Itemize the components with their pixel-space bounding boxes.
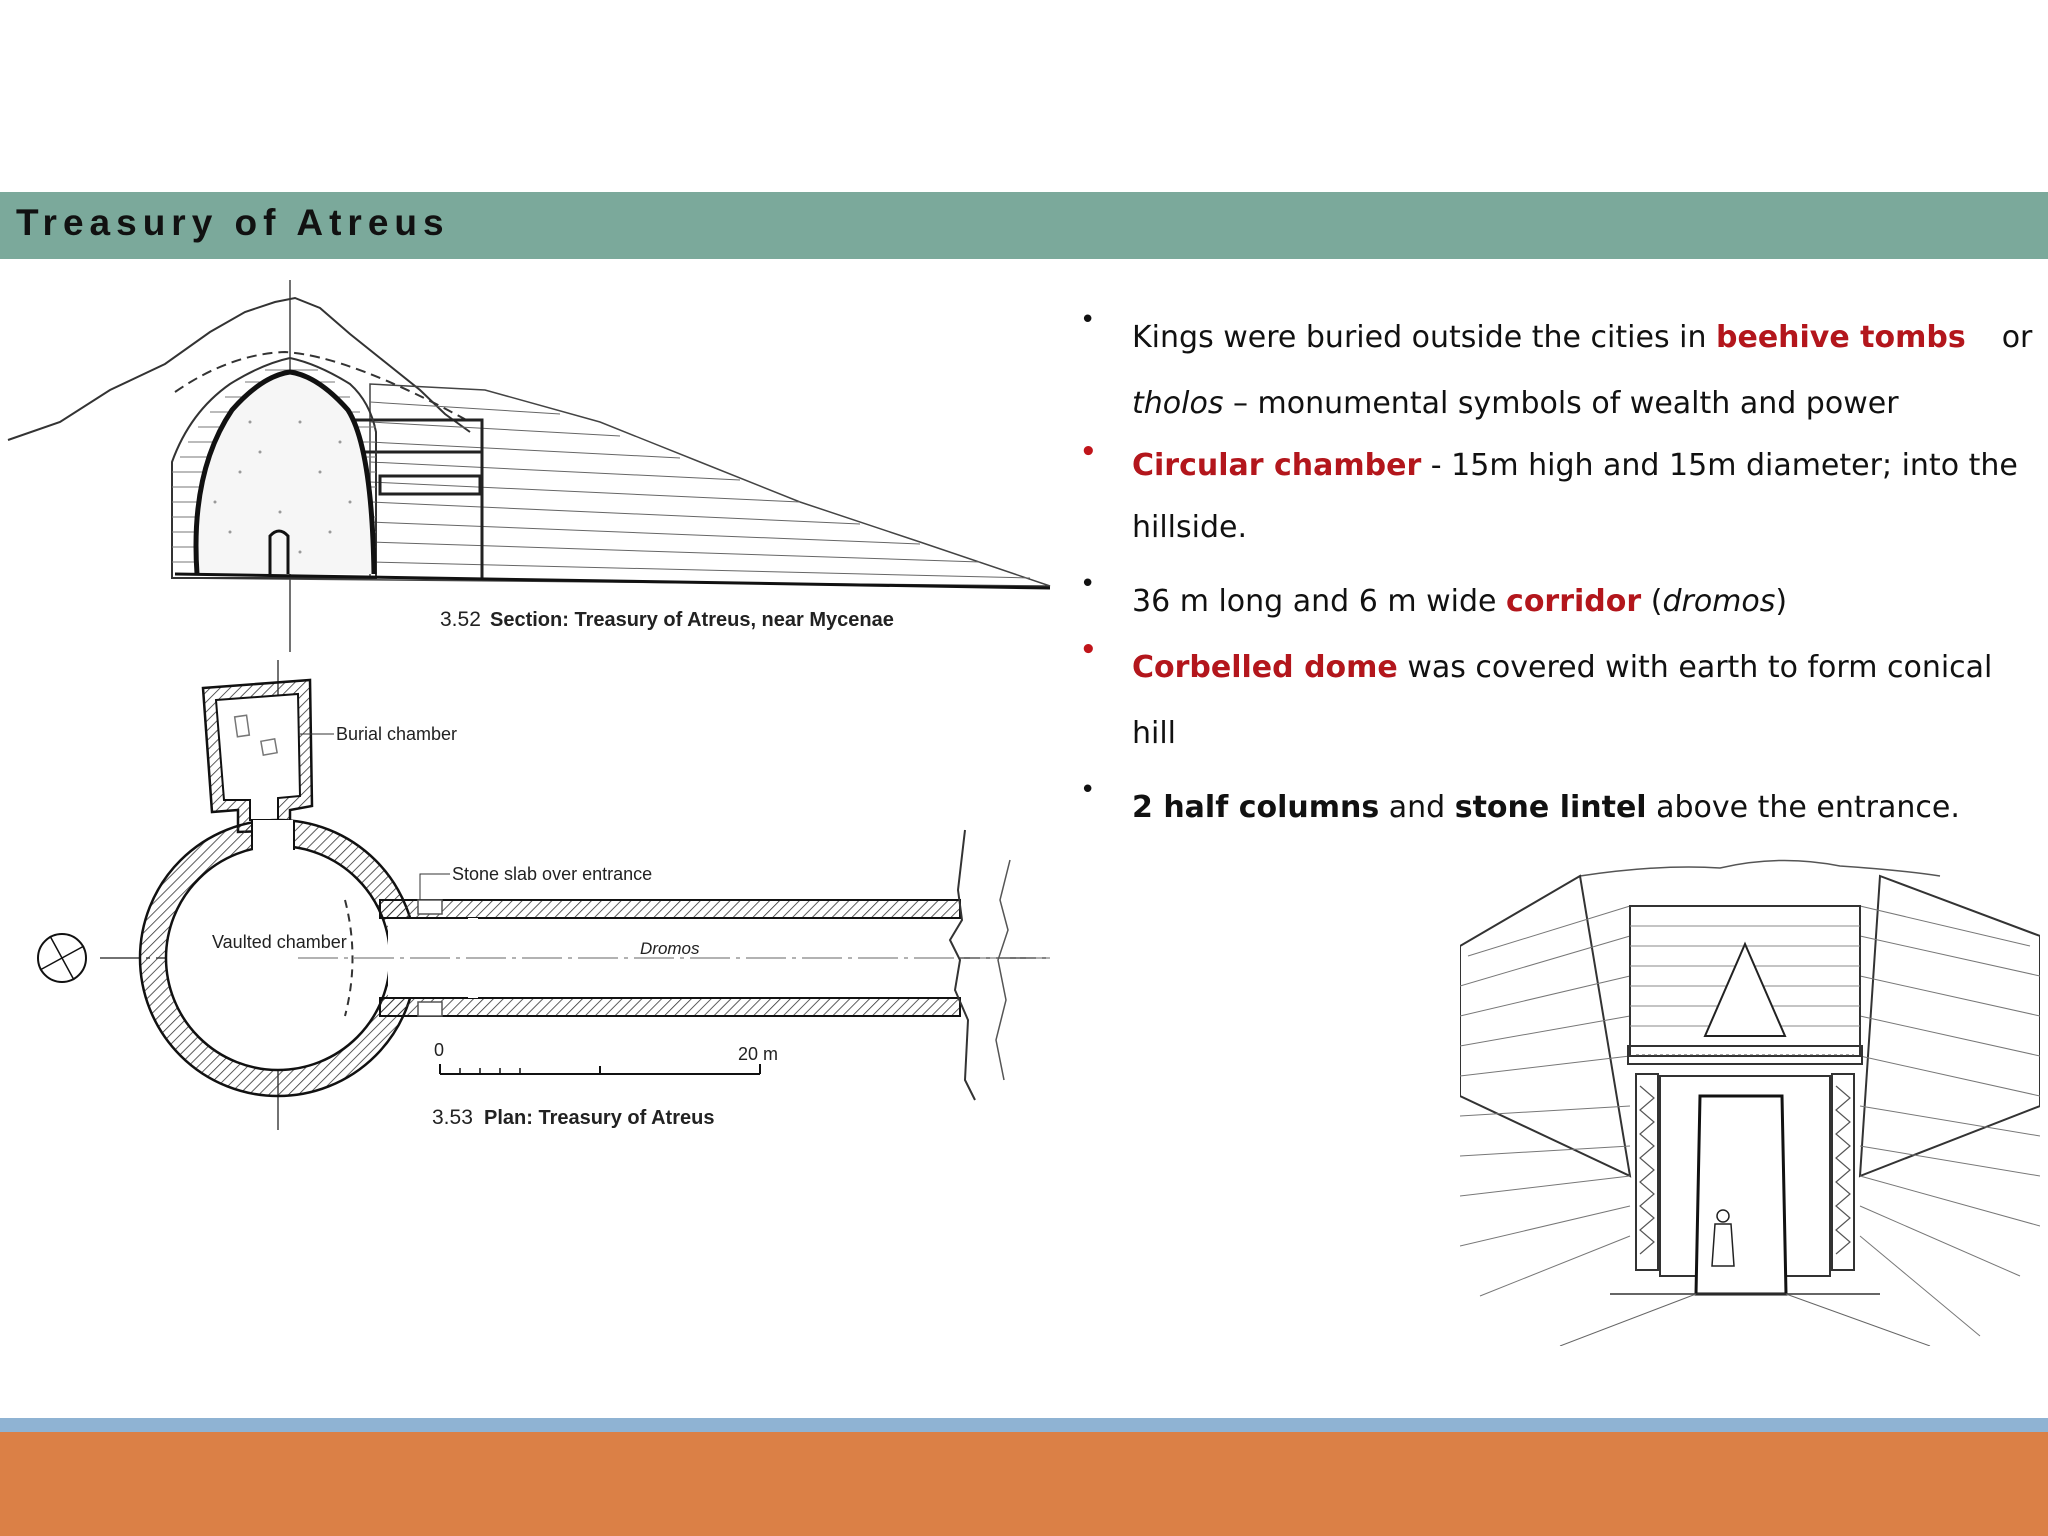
bullet-item [1080, 569, 2010, 635]
bullet-text: 36 m long and 6 m wide [1132, 584, 1507, 619]
section-drawing [0, 272, 1060, 652]
highlight-beehive-tombs: beehive tombs [1716, 320, 1966, 355]
italic-dromos: dromos [1662, 584, 1776, 619]
bullet-text: above the entrance. [1646, 790, 1960, 825]
bold-stone-lintel: stone lintel [1454, 790, 1647, 825]
plan-caption-number: 3.53 [432, 1106, 473, 1129]
plan-drawing [0, 660, 1060, 1140]
label-dromos: Dromos [640, 939, 700, 958]
bullet-text: or [2001, 320, 2033, 355]
scale-end: 20 m [738, 1044, 779, 1064]
bullet-text: ) [1775, 584, 1788, 619]
section-caption-number: 3.52 [440, 608, 481, 631]
bullet-text: was covered with earth to form conical [1397, 650, 1993, 685]
bullet-item [1080, 775, 2010, 841]
label-stone-slab: Stone slab over entrance [452, 864, 653, 884]
bullet-list [1080, 305, 2033, 841]
highlight-corridor: corridor [1506, 584, 1642, 619]
bullet-text: - 15m high and 15m diameter; into the [1421, 448, 2018, 483]
bullet-text: Kings were buried outside the cities in [1132, 320, 1716, 355]
bullet-dot: • [1080, 775, 1096, 805]
title-bar [0, 192, 2048, 259]
scale-bar [434, 1040, 778, 1074]
section-caption: Section: Treasury of Atreus, near Mycenae [490, 609, 894, 631]
bullet-dot: • [1080, 437, 1097, 467]
bullet-item [1080, 635, 2010, 767]
slide-title: Treasury of Atreus [16, 202, 450, 243]
bullet-dot: • [1080, 569, 1096, 599]
highlight-circular-chamber: Circular chamber [1132, 448, 1422, 483]
bullet-dot: • [1080, 305, 1096, 335]
bold-half-columns: 2 half columns [1132, 790, 1380, 825]
bullet-text: hillside. [1132, 510, 1248, 545]
scale-start: 0 [434, 1040, 445, 1060]
label-vaulted-chamber: Vaulted chamber [212, 932, 347, 952]
bullet-item [1080, 437, 2018, 561]
bullet-text: and [1379, 790, 1455, 825]
highlight-corbelled-dome: Corbelled dome [1132, 650, 1398, 685]
plan-caption: Plan: Treasury of Atreus [484, 1107, 715, 1129]
footer-orange-bar [0, 1432, 2048, 1536]
bullet-dot: • [1080, 635, 1097, 665]
bullet-text: – monumental symbols of wealth and power [1223, 386, 1899, 421]
bullet-text: hill [1132, 716, 1177, 751]
bullet-item [1080, 305, 2033, 437]
entrance-drawing [1460, 846, 2040, 1346]
italic-tholos: tholos [1132, 386, 1224, 421]
footer-blue-bar [0, 1418, 2048, 1432]
compass-icon [38, 934, 86, 982]
bullet-text: ( [1641, 584, 1663, 619]
label-burial-chamber: Burial chamber [336, 724, 458, 744]
